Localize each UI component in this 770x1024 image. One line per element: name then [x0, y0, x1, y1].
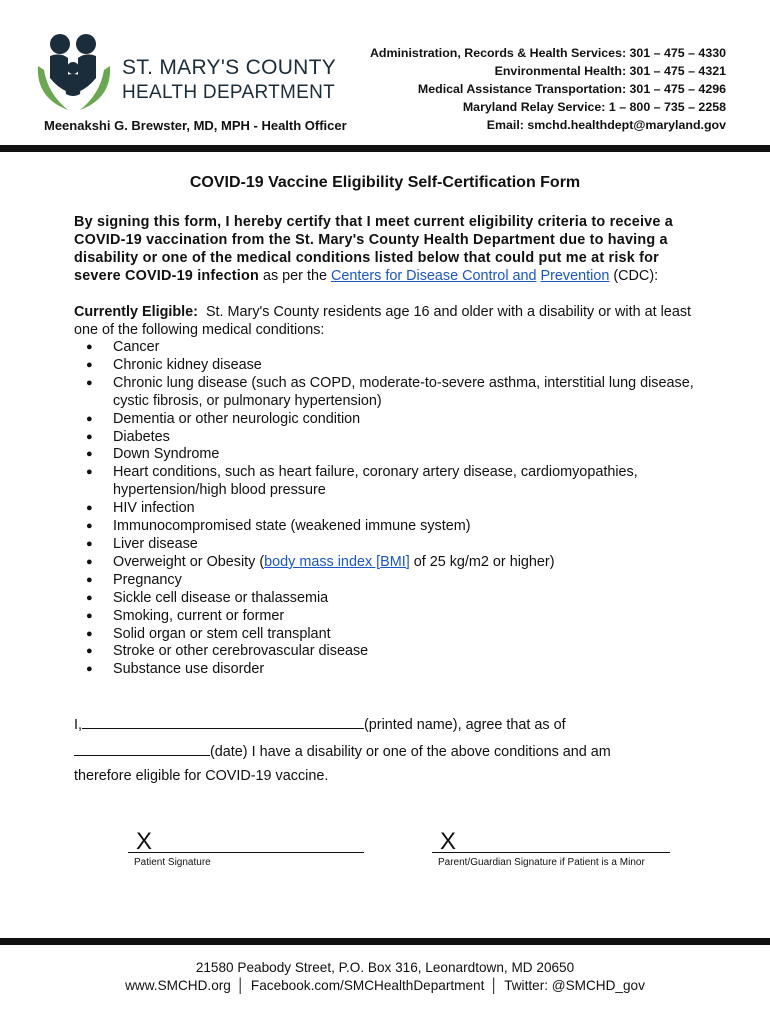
- list-item: ● Sickle cell disease or thalassemia: [74, 590, 704, 608]
- footer: [0, 959, 770, 995]
- contact-environmental-phone: Environmental Health: 301 – 475 – 4321: [494, 64, 726, 78]
- health-officer: Meenakshi G. Brewster, MD, MPH - Health Officer: [44, 118, 347, 133]
- certification-as-per: as per the: [262, 268, 327, 284]
- contact-list: [370, 44, 726, 134]
- eligibility-label: Currently Eligible:: [74, 304, 198, 320]
- footer-divider: [0, 938, 770, 945]
- attestation-line-1: [74, 714, 714, 733]
- footer-links: [0, 977, 770, 995]
- patient-signature-caption: Patient Signature: [134, 857, 211, 868]
- org-name-line-2: HEALTH DEPARTMENT: [122, 82, 336, 103]
- signature-mark: X: [136, 828, 153, 855]
- certification-end: (CDC):: [613, 268, 659, 284]
- org-name-line-1: ST. MARY'S COUNTY: [122, 56, 337, 79]
- health-department-logo: [34, 32, 114, 116]
- contact-email: Email: smchd.healthdept@maryland.gov: [486, 118, 726, 132]
- attestation-i: I,: [74, 717, 82, 733]
- signature-line: [128, 852, 364, 853]
- footer-separator: │: [236, 978, 246, 993]
- list-item: ● Stroke or other cerebrovascular disease: [74, 643, 704, 661]
- list-item: ● Diabetes: [74, 429, 704, 447]
- list-item: ● Pregnancy: [74, 572, 704, 590]
- signature-line: [432, 852, 670, 853]
- list-item: ● Chronic kidney disease: [74, 357, 704, 375]
- eligibility-statement: [74, 303, 704, 339]
- list-item: ● Smoking, current or former: [74, 608, 704, 626]
- list-item: ● Immunocompromised state (weakened immune system): [74, 518, 704, 536]
- obesity-text-post: of 25 kg/m2 or higher): [409, 553, 555, 570]
- attestation-line-2: [74, 741, 714, 760]
- list-item: [74, 554, 704, 572]
- cdc-link-part-2[interactable]: Prevention: [540, 268, 610, 284]
- contact-transport-phone: Medical Assistance Transportation: 301 – 475 – 4296: [417, 82, 726, 96]
- date-field[interactable]: [74, 741, 210, 756]
- certification-bold-text: By signing this form, I hereby certify that I meet current eligibility criteria to receive a COVID-19 vaccination from the St. Mary's County Health Department due to having a disability or one of the medical conditions listed below that could put me at risk for severe COVID-19 infection: [74, 214, 673, 284]
- letterhead: [0, 0, 770, 150]
- attestation-line-3: therefore eligible for COVID-19 vaccine.: [74, 768, 329, 784]
- list-item: ● HIV infection: [74, 500, 704, 518]
- list-item: ● Down Syndrome: [74, 446, 704, 464]
- footer-address: 21580 Peabody Street, P.O. Box 316, Leonardtown, MD 20650: [195, 960, 575, 975]
- printed-name-field[interactable]: [82, 714, 364, 729]
- list-item: ● Dementia or other neurologic condition: [74, 411, 704, 429]
- certification-statement: [74, 213, 704, 285]
- contact-relay-phone: Maryland Relay Service: 1 – 800 – 735 – 2258: [462, 100, 726, 114]
- list-item: ● Solid organ or stem cell transplant: [74, 626, 704, 644]
- footer-website: www.SMCHD.org: [125, 978, 231, 993]
- contact-admin-phone: Administration, Records & Health Services: 301 – 475 – 4330: [369, 46, 726, 60]
- signature-mark: X: [440, 828, 457, 855]
- eligibility-text: St. Mary's County residents age 16 and older with a disability or with at least one of the following medical conditions:: [74, 304, 692, 338]
- list-item: ● Liver disease: [74, 536, 704, 554]
- guardian-signature-caption: Parent/Guardian Signature if Patient is a Minor: [438, 857, 645, 868]
- obesity-text-pre: Overweight or Obesity (: [113, 553, 265, 570]
- cdc-link-part-1[interactable]: Centers for Disease Control and: [330, 268, 537, 284]
- list-item: ● Cancer: [74, 339, 704, 357]
- footer-separator: │: [490, 978, 499, 993]
- form-title: COVID-19 Vaccine Eligibility Self-Certification Form: [189, 174, 581, 191]
- conditions-list: [74, 339, 704, 679]
- footer-facebook: Facebook.com/SMCHealthDepartment: [250, 978, 485, 993]
- bmi-link[interactable]: body mass index [BMI]: [264, 553, 410, 570]
- header-divider: [0, 145, 770, 152]
- list-item: ● Substance use disorder: [74, 661, 704, 679]
- attestation-date-label: (date) I have a disability or one of the above conditions and am: [210, 744, 611, 760]
- footer-twitter: Twitter: @SMCHD_gov: [504, 978, 645, 993]
- list-item: ● Chronic lung disease (such as COPD, moderate-to-severe asthma, interstitial lung disease, cystic fibrosis, or pulmonary hypertension): [74, 375, 704, 411]
- list-item: ● Heart conditions, such as heart failure, coronary artery disease, cardiomyopathies, hypertension/high blood pressure: [74, 464, 704, 500]
- attestation-name-label: (printed name), agree that as of: [364, 717, 566, 733]
